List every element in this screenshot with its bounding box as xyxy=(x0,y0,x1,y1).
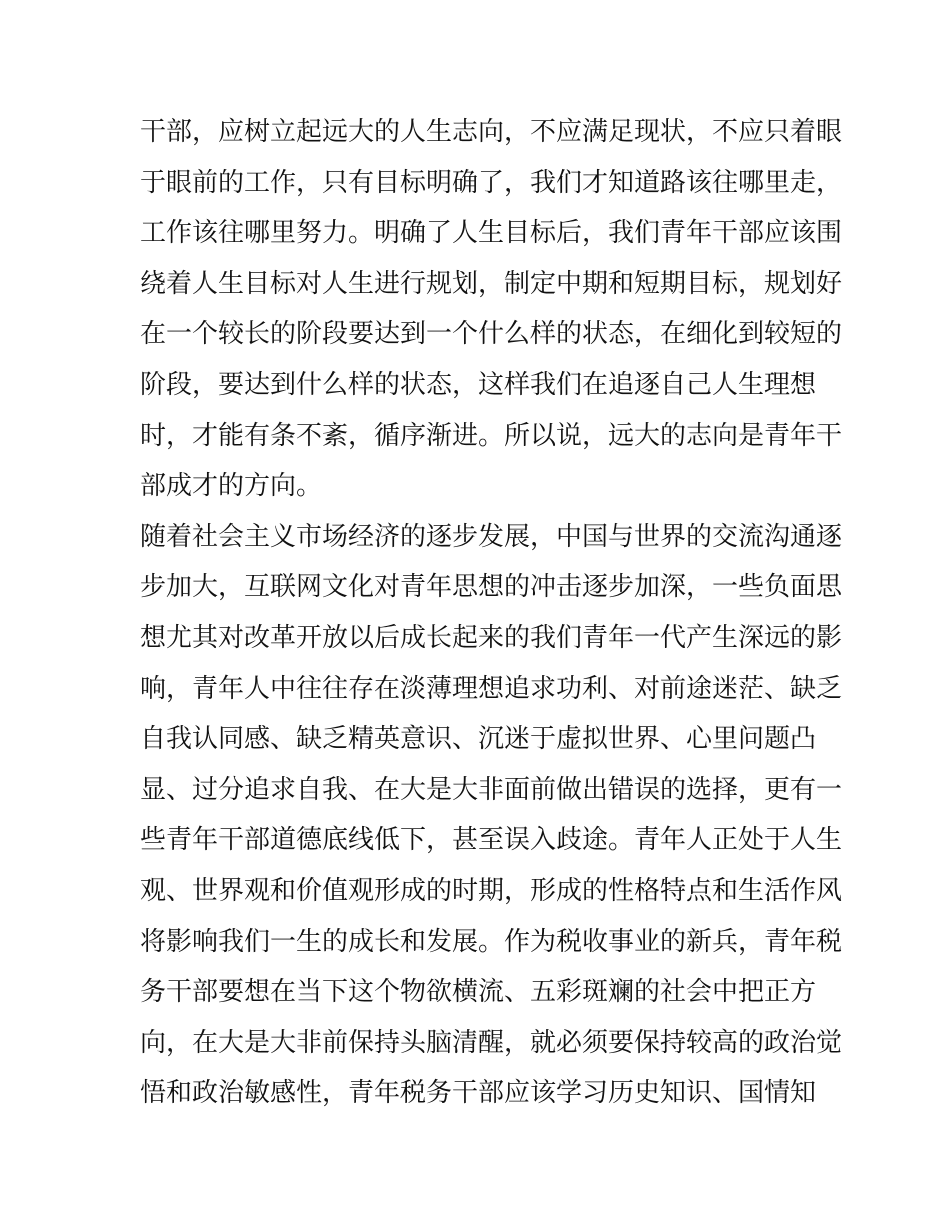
text-line: 显、过分追求自我、在大是大非面前做出错误的选择，更有一 xyxy=(140,774,843,805)
text-line: 些青年干部道德底线低下，甚至误入歧途。青年人正处于人生 xyxy=(140,825,843,856)
body-text xyxy=(140,107,843,1119)
text-line: 务干部要想在当下这个物欲横流、五彩斑斓的社会中把正方 xyxy=(140,977,817,1008)
text-line: 悟和政治敏感性，青年税务干部应该学习历史知识、国情知 xyxy=(140,1078,817,1109)
text-line: 绕着人生目标对人生进行规划，制定中期和短期目标，规划好 xyxy=(140,268,843,299)
text-line: 时，才能有条不紊，循序渐进。所以说，远大的志向是青年干 xyxy=(140,420,843,451)
text-line: 工作该往哪里努力。明确了人生目标后，我们青年干部应该围 xyxy=(140,218,843,249)
text-line: 部成才的方向。 xyxy=(140,471,323,502)
text-line: 向，在大是大非前保持头脑清醒，就必须要保持较高的政治觉 xyxy=(140,1027,843,1058)
text-line: 响，青年人中往往存在淡薄理想追求功利、对前途迷茫、缺乏 xyxy=(140,673,843,704)
text-line: 观、世界观和价值观形成的时期，形成的性格特点和生活作风 xyxy=(140,875,843,906)
text-line: 步加大，互联网文化对青年思想的冲击逐步加深，一些负面思 xyxy=(140,572,843,603)
text-line: 将影响我们一生的成长和发展。作为税收事业的新兵，青年税 xyxy=(140,926,843,957)
text-line: 于眼前的工作，只有目标明确了，我们才知道路该往哪里走， xyxy=(140,167,843,198)
text-line: 想尤其对改革开放以后成长起来的我们青年一代产生深远的影 xyxy=(140,622,843,653)
text-line: 在一个较长的阶段要达到一个什么样的状态，在细化到较短的 xyxy=(140,319,843,350)
text-line: 阶段，要达到什么样的状态，这样我们在追逐自己人生理想 xyxy=(140,369,817,400)
text-line: 自我认同感、缺乏精英意识、沉迷于虚拟世界、心里问题凸 xyxy=(140,724,817,755)
text-line: 随着社会主义市场经济的逐步发展，中国与世界的交流沟通逐 xyxy=(140,521,843,552)
text-line: 干部，应树立起远大的人生志向，不应满足现状，不应只着眼 xyxy=(140,117,843,147)
